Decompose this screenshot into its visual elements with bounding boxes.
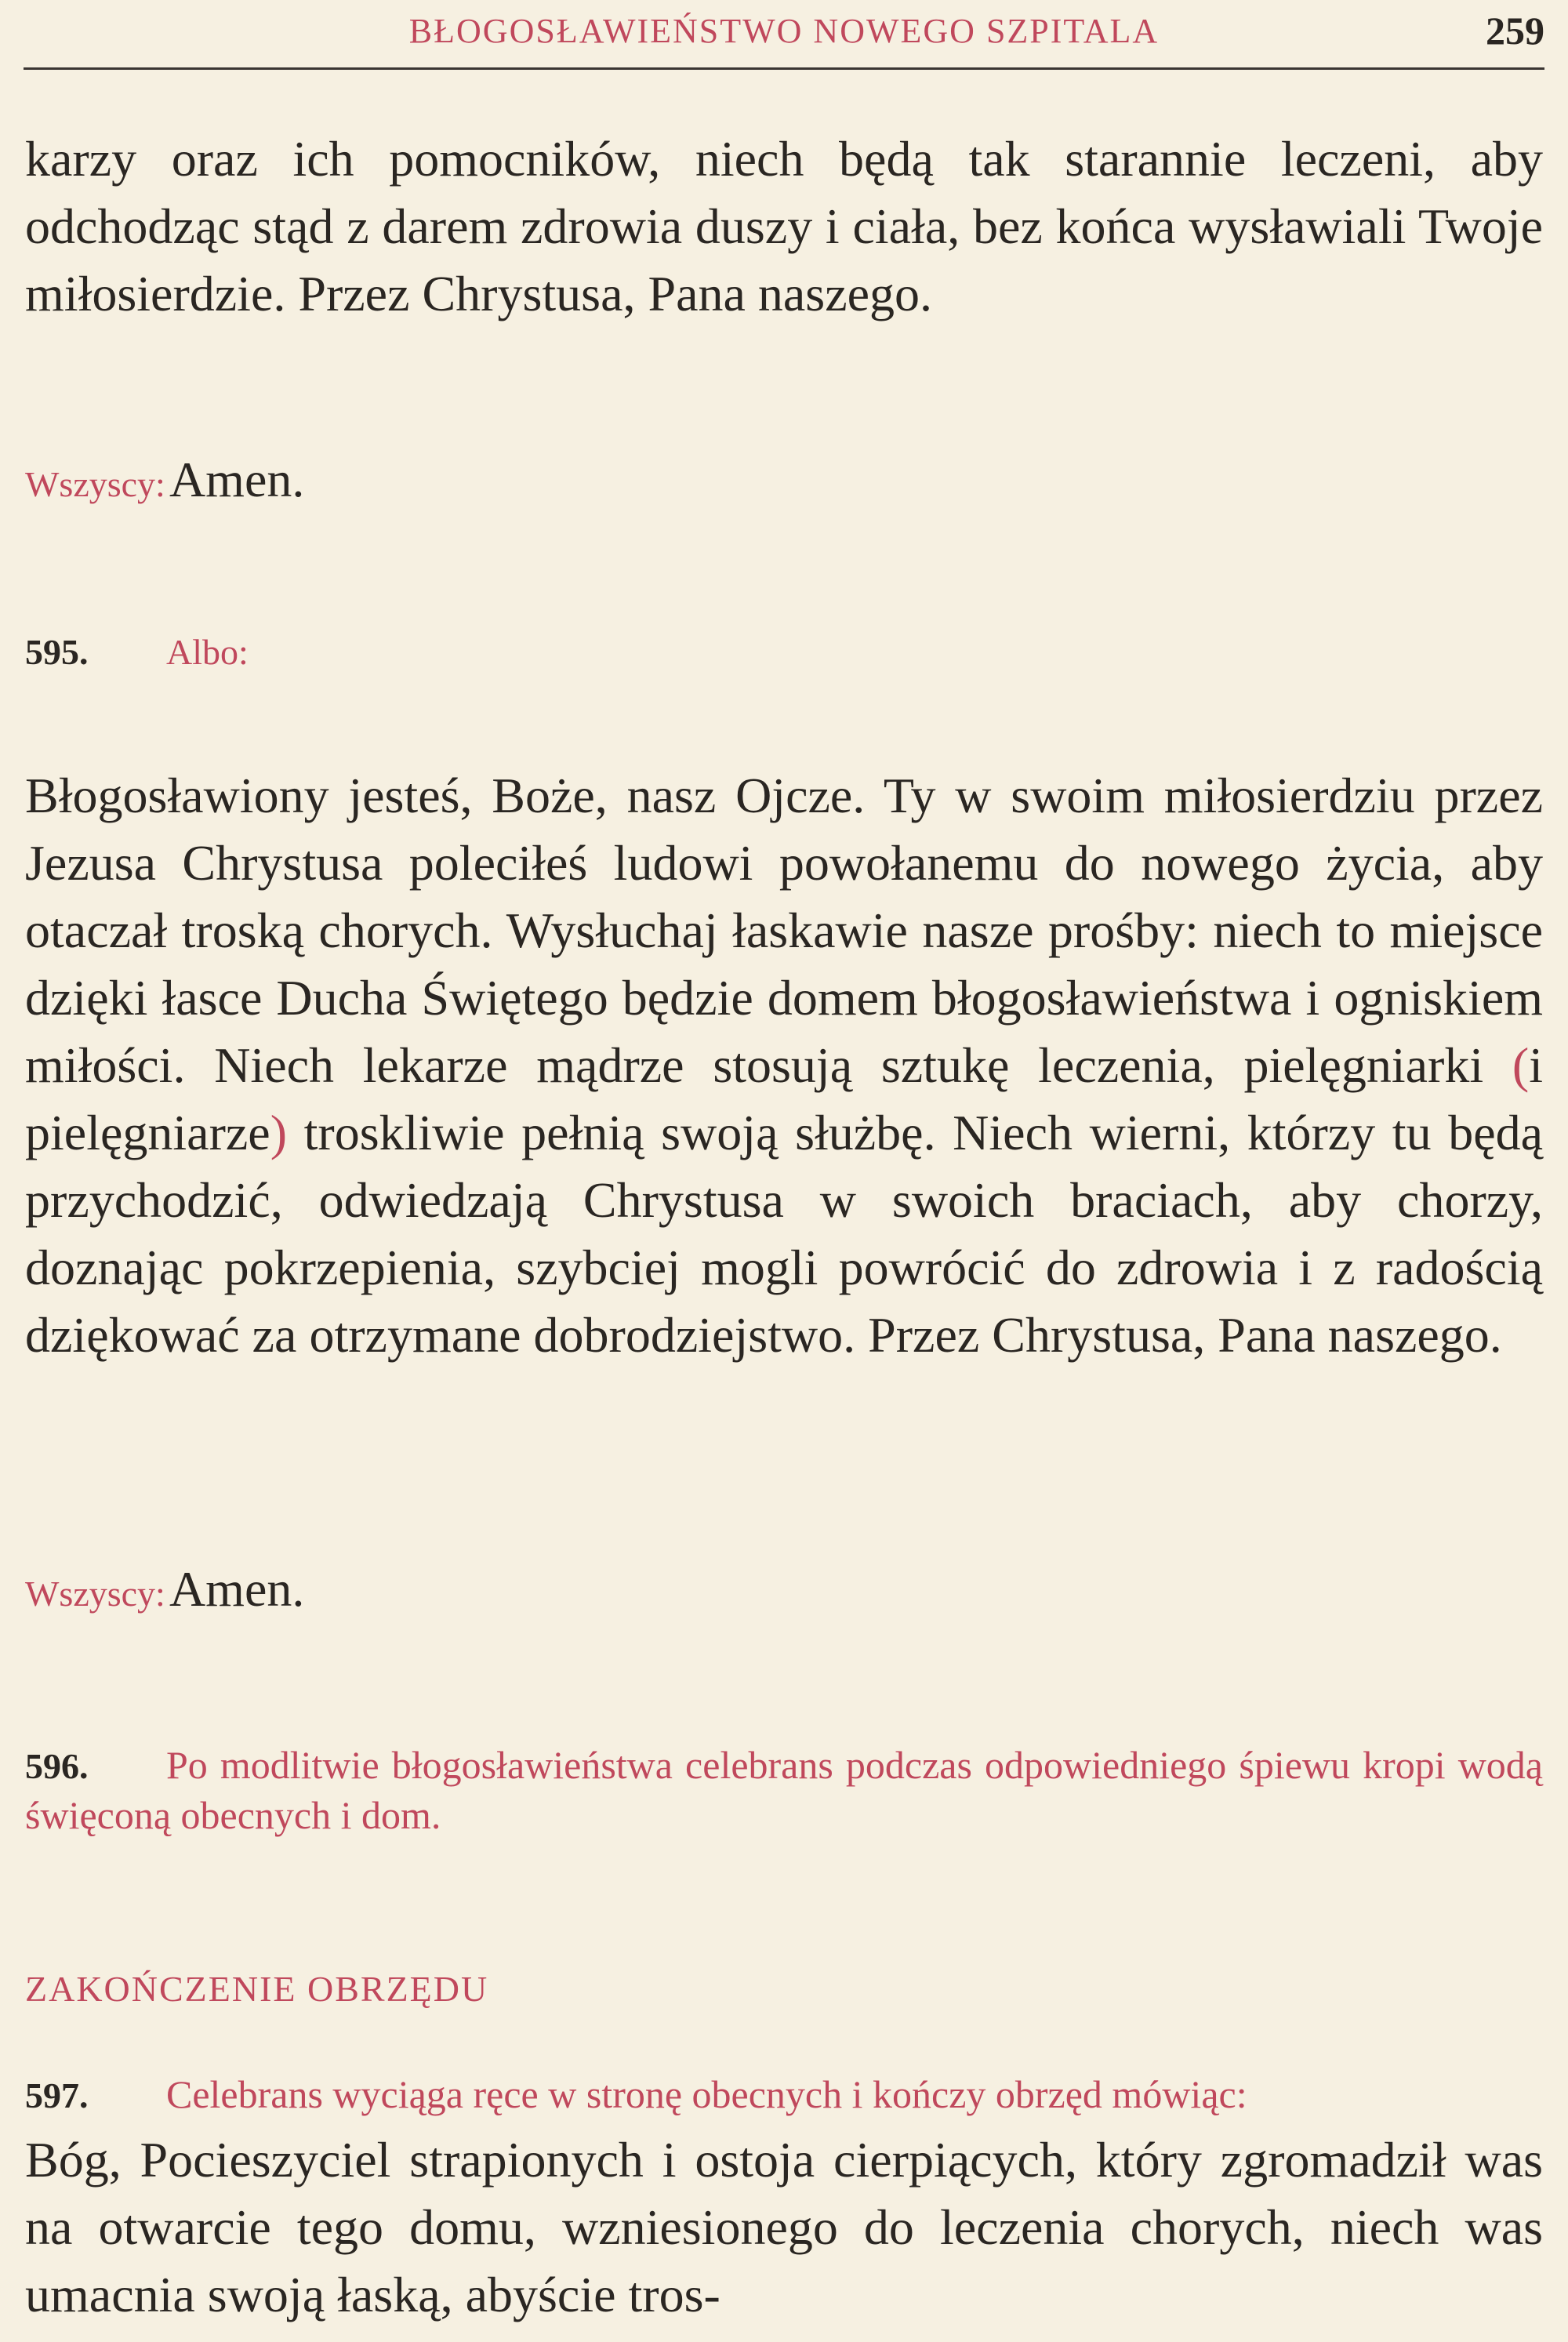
prayer-595 [25,762,1543,1369]
response-amen-2 [25,1560,1543,1618]
response-text: Amen. [169,452,305,507]
section-595-heading [25,631,1543,673]
response-text: Amen. [169,1561,305,1617]
prayer-paren-text: i pielęgniarze [25,1037,1543,1160]
section-597 [25,2070,1543,2329]
alternative-label: Albo: [166,632,249,672]
rubric-text: Celebrans wyciąga ręce w stronę obecnych i kończy obrzęd mówiąc: [166,2072,1247,2116]
prayer-text [25,762,1543,1369]
running-header [24,5,1544,70]
paren-close: ) [270,1105,287,1160]
blessing-text: Bóg, Pocieszyciel strapionych i ostoja cierpiących, który zgromadził was na otwarcie tego domu, wzniesionego do leczenia chorych, niech was umacnia swoją łaską, abyście tros- [25,2132,1543,2322]
rubric-596 [25,1741,1543,1839]
response-amen-1 [25,451,1543,509]
continuation-text: karzy oraz ich pomocników, niech będą tak starannie leczeni, aby odchodząc stąd z darem zdrowia duszy i ciała, bez końca wysławiali Twoje miłosierdzie. Przez Chrystusa, Pana naszego. [25,131,1543,321]
rubric-text: Po modlitwie błogosławieństwa celebrans podczas odpowiedniego śpiewu kropi wodą święconą obecnych i dom. [25,1743,1543,1837]
prayer-part-1: Błogosławiony jesteś, Boże, nasz Ojcze. Ty w swoim miłosierdziu przez Jezusa Chrystusa poleciłeś ludowi powołanemu do nowego życia, aby otaczał troską chorych. Wysłuchaj łaskawie nasze prośby: niech to miejsce dzięki łasce Ducha Świętego będzie domem błogosławieństwa i ogniskiem miłości. Niech lekarze mądrze stosują sztukę leczenia, pielęgniarki [25,768,1543,1093]
paren-open: ( [1512,1037,1530,1093]
page-number: 259 [1486,9,1544,53]
section-number: 596. [25,1746,89,1786]
rubric-597 [25,2070,1543,2120]
section-number: 595. [25,632,89,672]
continuation-paragraph [25,125,1543,328]
section-title: ZAKOŃCZENIE OBRZĘDU [25,1969,489,2009]
section-number: 597. [25,2075,89,2115]
prayer-part-2: troskliwie pełnią swoją służbę. Niech wierni, którzy tu będą przychodzić, odwiedzają Chrystusa w swoich braciach, aby chorzy, doznając pokrzepienia, szybciej mogli powrócić do zdrowia i z radością dziękować za otrzymane dobrodziejstwo. Przez Chrystusa, Pana naszego. [25,1105,1543,1363]
running-title: BŁOGOSŁAWIEŃSTWO NOWEGO SZPITALA [408,12,1160,50]
response-label: Wszyscy: [25,1574,165,1614]
conclusion-heading [25,1968,1543,2010]
section-596 [25,1741,1543,1839]
response-label: Wszyscy: [25,464,165,504]
